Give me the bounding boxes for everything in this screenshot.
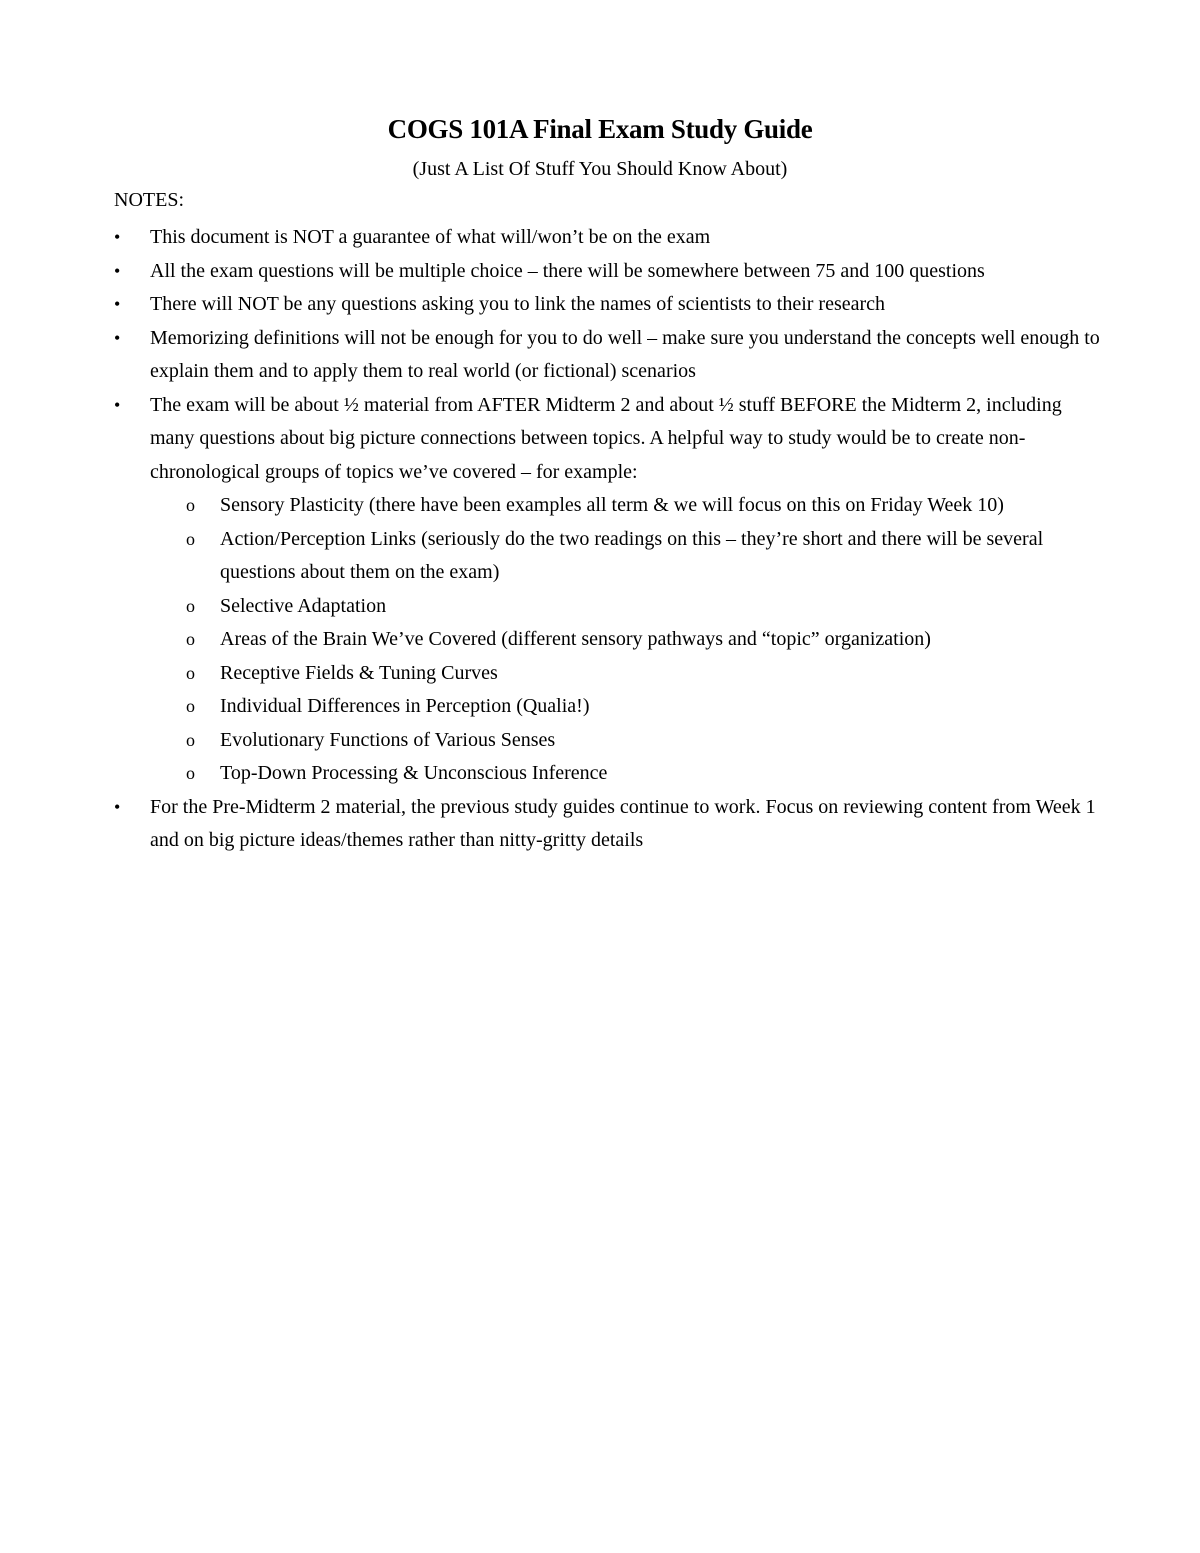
topic-group-text: Sensory Plasticity (there have been examples all term & we will focus on this on Friday Week 10) <box>220 494 1004 516</box>
note-text: All the exam questions will be multiple choice – there will be somewhere between 75 and 100 questions <box>150 259 985 282</box>
topic-group-item <box>150 690 1100 724</box>
topic-group-text: Selective Adaptation <box>220 594 387 617</box>
note-item <box>0 389 1200 791</box>
document-title: COGS 101A Final Exam Study Guide <box>387 114 813 144</box>
document-subtitle: (Just A List Of Stuff You Should Know About) <box>412 158 788 180</box>
note-text: The exam will be about ½ material from AFTER Midterm 2 and about ½ stuff BEFORE the Midterm 2, including many questions about big picture connections between topics. A helpful way to study would be to create non-chronological groups of topics we’ve covered – for example: <box>150 393 1062 483</box>
notes-label: NOTES: <box>114 189 184 211</box>
note-text: For the Pre-Midterm 2 material, the previous study guides continue to work. Focus on reviewing content from Week 1 and on big picture ideas/themes rather than nitty-gritty details <box>150 795 1096 851</box>
note-item <box>0 221 1200 255</box>
topic-group-item <box>150 590 1100 624</box>
topic-group-text: Receptive Fields & Tuning Curves <box>220 661 498 684</box>
bullet-icon: • <box>114 227 121 247</box>
topic-group-text: Action/Perception Links (seriously do the two readings on this – they’re short and there will be several questions about them on the exam) <box>220 527 1044 583</box>
bullet-icon: • <box>114 294 121 314</box>
circle-bullet-icon: o <box>186 696 195 716</box>
note-item <box>0 322 1200 389</box>
circle-bullet-icon: o <box>186 595 195 616</box>
circle-bullet-icon: o <box>186 629 195 649</box>
topic-group-text: Evolutionary Functions of Various Senses <box>220 728 556 751</box>
note-text: There will NOT be any questions asking you to link the names of scientists to their research <box>150 293 886 315</box>
notes-list <box>0 221 1200 858</box>
bullet-icon: • <box>114 796 121 817</box>
topic-group-item <box>150 757 1100 791</box>
topic-group-item <box>150 724 1100 758</box>
topic-group-item <box>150 523 1100 590</box>
topic-group-text: Top-Down Processing & Unconscious Inference <box>220 762 608 784</box>
circle-bullet-icon: o <box>186 729 195 750</box>
topic-group-list <box>150 489 1100 791</box>
circle-bullet-icon: o <box>186 662 195 683</box>
bullet-icon: • <box>114 327 121 348</box>
circle-bullet-icon: o <box>186 495 195 515</box>
topic-group-text: Areas of the Brain We’ve Covered (different sensory pathways and “topic” organization) <box>220 628 931 650</box>
topic-group-item <box>150 623 1100 657</box>
topic-group-item <box>150 657 1100 691</box>
note-item <box>0 255 1200 289</box>
bullet-icon: • <box>114 260 121 281</box>
note-text: This document is NOT a guarantee of what will/won’t be on the exam <box>150 226 711 248</box>
note-item <box>0 288 1200 322</box>
note-text: Memorizing definitions will not be enough for you to do well – make sure you understand the concepts well enough to explain them and to apply them to real world (or fictional) scenarios <box>150 326 1100 382</box>
note-item <box>0 791 1200 858</box>
bullet-icon: • <box>114 394 121 415</box>
circle-bullet-icon: o <box>186 763 195 783</box>
topic-group-text: Individual Differences in Perception (Qualia!) <box>220 695 590 717</box>
topic-group-item <box>150 489 1100 523</box>
circle-bullet-icon: o <box>186 528 195 549</box>
